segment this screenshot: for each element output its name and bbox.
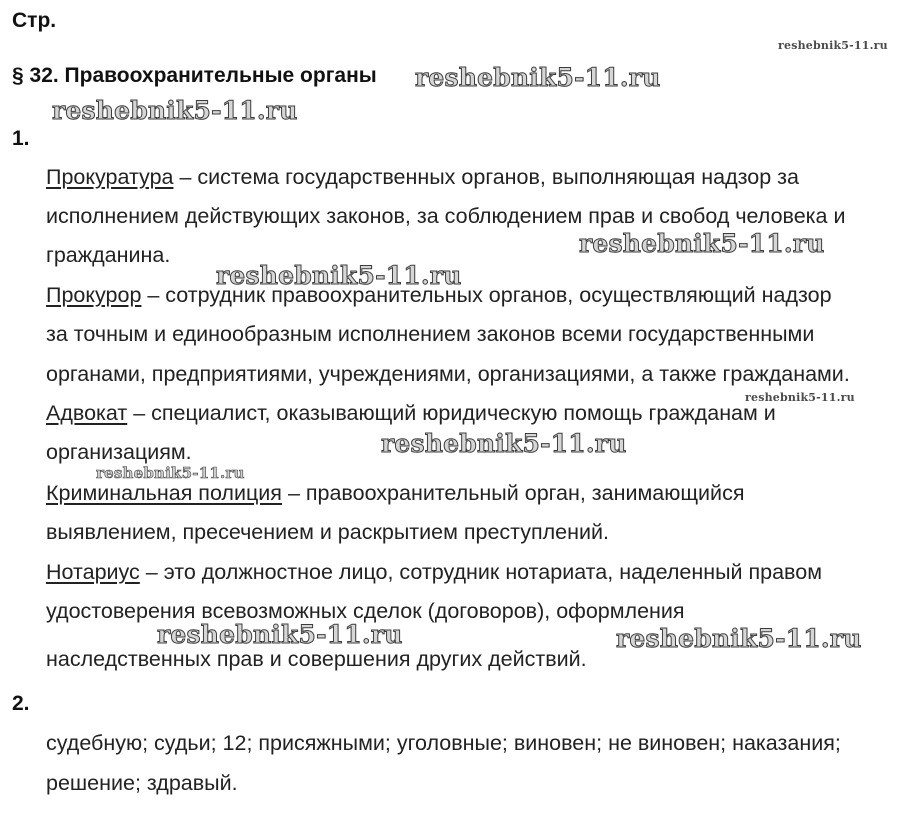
- term-criminal-police: Криминальная полиция: [46, 481, 282, 505]
- answer-line: решение; здравый.: [46, 771, 238, 795]
- watermark: reshebnik5-11.ru: [745, 391, 855, 404]
- definition-line: организациям.: [46, 440, 192, 464]
- definition-text: – сотрудник правоохранительных органов, осуществляющий надзор: [141, 283, 832, 307]
- term-advokat: Адвокат: [46, 401, 128, 425]
- term-prokuror: Прокурор: [46, 283, 142, 307]
- term-prokuratura: Прокуратура: [46, 165, 174, 189]
- definition-criminal-police: [46, 481, 744, 506]
- answer-line: судебную; судьи; 12; присяжными; уголовные; виновен; не виновен; наказания;: [46, 731, 841, 755]
- definition-advokat: [46, 401, 776, 426]
- definition-notarius: [46, 560, 822, 585]
- watermark: reshebnik5-11.ru: [381, 429, 627, 458]
- task-1-number: 1.: [12, 127, 30, 150]
- watermark: reshebnik5-11.ru: [96, 464, 245, 482]
- term-notarius: Нотариус: [46, 560, 140, 584]
- watermark: reshebnik5-11.ru: [616, 624, 862, 653]
- definition-line: исполнением действующих законов, за соблюдением прав и свобод человека и: [46, 204, 846, 228]
- watermark: reshebnik5-11.ru: [157, 620, 403, 649]
- definition-text: – правоохранительный орган, занимающийся: [281, 481, 745, 505]
- watermark: reshebnik5-11.ru: [415, 63, 661, 92]
- definition-line: органами, предприятиями, учреждениями, организациями, а также гражданами.: [46, 362, 850, 386]
- definition-line: гражданина.: [46, 243, 171, 267]
- watermark: reshebnik5-11.ru: [216, 261, 462, 290]
- section-title: § 32. Правоохранительные органы: [12, 64, 377, 87]
- watermark: reshebnik5-11.ru: [52, 96, 298, 125]
- page-label: Стр.: [12, 9, 57, 32]
- definition-text: – это должностное лицо, сотрудник нотариата, наделенный правом: [139, 560, 822, 584]
- definition-line: за точным и единообразным исполнением законов всеми государственными: [46, 322, 815, 346]
- definition-text: – специалист, оказывающий юридическую помощь гражданам и: [127, 401, 776, 425]
- watermark: reshebnik5-11.ru: [579, 229, 825, 258]
- task-2-number: 2.: [12, 692, 30, 715]
- definition-prokuratura: [46, 165, 799, 190]
- definition-line: выявлением, пресечением и раскрытием преступлений.: [46, 520, 610, 544]
- definition-line: наследственных прав и совершения других действий.: [46, 647, 587, 671]
- definition-line: удостоверения всевозможных сделок (договоров), оформления: [46, 599, 685, 623]
- definition-text: – система государственных органов, выполняющая надзор за: [173, 165, 799, 189]
- watermark: reshebnik5-11.ru: [778, 39, 888, 52]
